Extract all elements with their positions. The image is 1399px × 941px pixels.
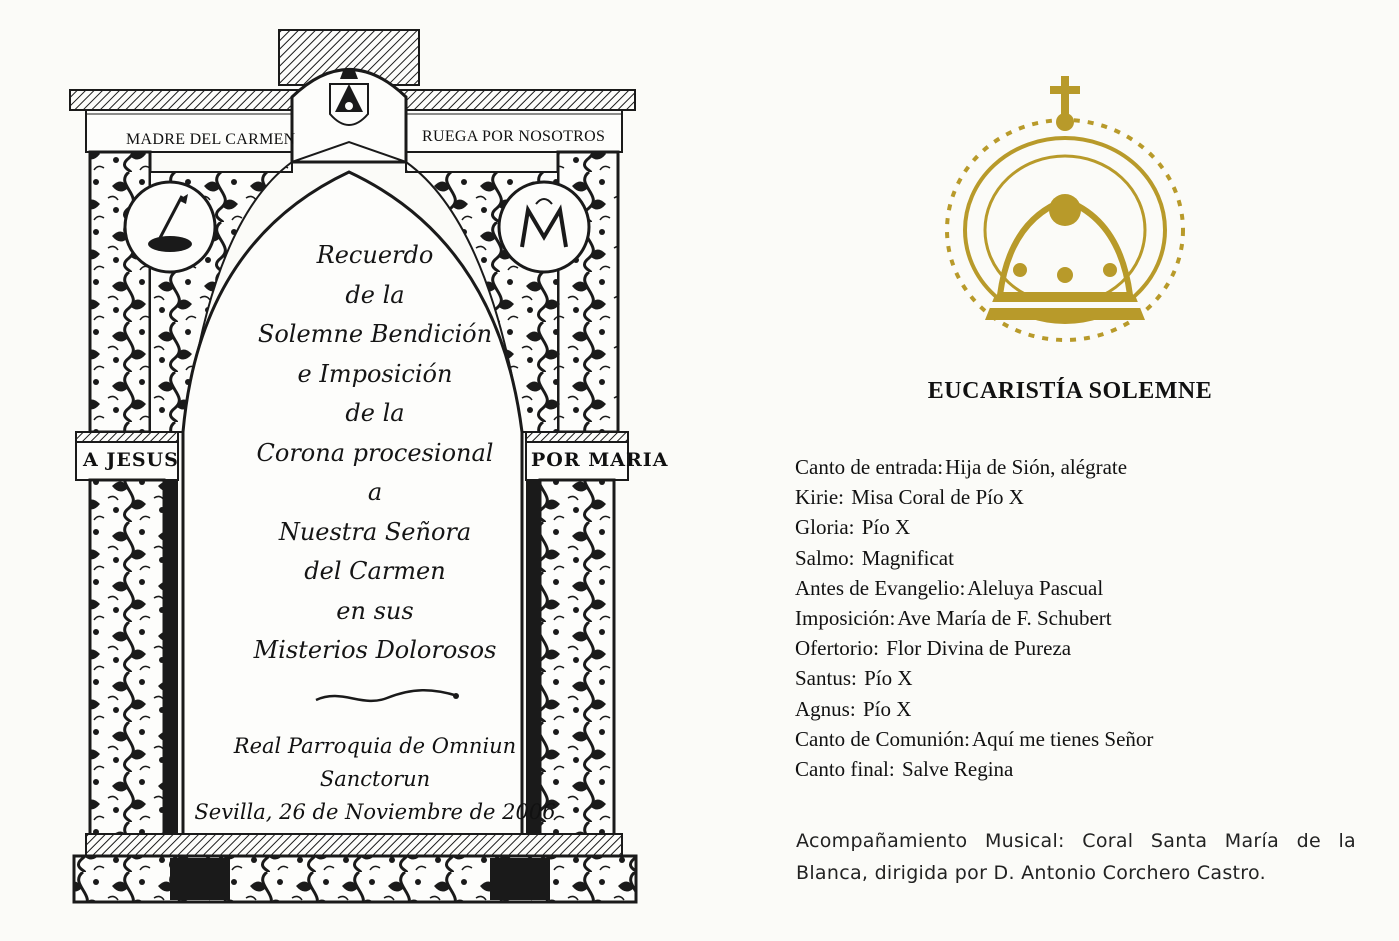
commemoration-inscription: [220, 236, 530, 671]
parish-name: Real Parroquia de Omniun: [233, 734, 517, 758]
program-item: [795, 543, 1355, 573]
musical-accompaniment-note: Acompañamiento Musical: Coral Santa María de la Blanca, dirigida por D. Antonio Corchero Castro.: [796, 830, 1356, 884]
program-item-label: Imposición:: [795, 605, 896, 630]
program-item: [795, 633, 1355, 663]
gold-crown-icon: [920, 70, 1210, 350]
program-item-label: Kirie:: [795, 485, 844, 510]
program-item: [795, 482, 1355, 512]
mass-title: EUCARISTÍA SOLEMNE: [927, 378, 1213, 404]
program-item-value: Pío X: [864, 666, 913, 691]
lamb-of-god-icon: [125, 182, 215, 272]
inscription-line: del Carmen: [304, 557, 446, 585]
inscription-line: de la: [345, 399, 405, 427]
parish-footer: [190, 730, 560, 829]
program-item: [795, 694, 1355, 724]
inscription-line: Recuerdo: [316, 241, 434, 269]
program-item: [795, 754, 1355, 784]
program-item-value: Hija de Sión, alégrate: [945, 455, 1128, 479]
program-item-value: Pío X: [862, 696, 912, 721]
pillar-left-label: A JESUS: [83, 449, 179, 471]
program-item-label: Antes de Evangelio:: [795, 575, 966, 600]
program-item-value: Salve Regina: [901, 756, 1014, 781]
inscription-line: a: [367, 478, 383, 506]
program-item-label: Santus:: [795, 666, 857, 691]
event-date: Sevilla, 26 de Noviembre de 2006: [194, 800, 556, 824]
program-item-label: Canto final:: [795, 756, 895, 781]
program-item-label: Canto de Comunión:: [795, 726, 970, 751]
program-item-label: Canto de entrada:: [795, 455, 944, 479]
inscription-line: e Imposición: [297, 359, 453, 388]
program-item-label: Ofertorio:: [795, 636, 879, 661]
program-item-value: Pío X: [861, 515, 911, 540]
program-item: [795, 724, 1355, 754]
program-item-value: Aleluya Pascual: [967, 575, 1104, 600]
program-item: [795, 603, 1355, 633]
program-item: [795, 512, 1355, 542]
program-item-value: Ave María de F. Schubert: [897, 605, 1112, 630]
program-item-value: Misa Coral de Pío X: [851, 485, 1024, 510]
inscription-line: Misterios Dolorosos: [253, 636, 497, 664]
program-item-label: Gloria:: [795, 515, 855, 540]
program-item-value: Aquí me tienes Señor: [972, 726, 1154, 751]
flourish-divider-icon: [312, 682, 462, 712]
program-item: [795, 573, 1355, 603]
program-item-value: Magnificat: [861, 545, 954, 570]
inscription-line: Corona procesional: [256, 438, 494, 467]
mass-program-list: [795, 452, 1355, 784]
inscription-line: Solemne Bendición: [257, 320, 493, 348]
inscription-line: Nuestra Señora: [278, 517, 472, 546]
parish-name-cont: Sanctorun: [319, 767, 431, 791]
inscription-line: en sus: [336, 596, 414, 625]
pillar-right-label: POR MARIA: [531, 449, 669, 471]
program-item-value: Flor Divina de Pureza: [886, 636, 1072, 661]
inscription-line: de la: [345, 280, 405, 309]
arch-panel: [60, 22, 669, 907]
program-item-label: Agnus:: [795, 696, 856, 721]
program-item: [795, 452, 1355, 482]
program-item-label: Salmo:: [795, 545, 855, 570]
banner-left-text: MADRE DEL CARMEN: [126, 131, 296, 148]
banner-right-text: RUEGA POR NOSOTROS: [422, 128, 606, 145]
program-item: [795, 663, 1355, 693]
